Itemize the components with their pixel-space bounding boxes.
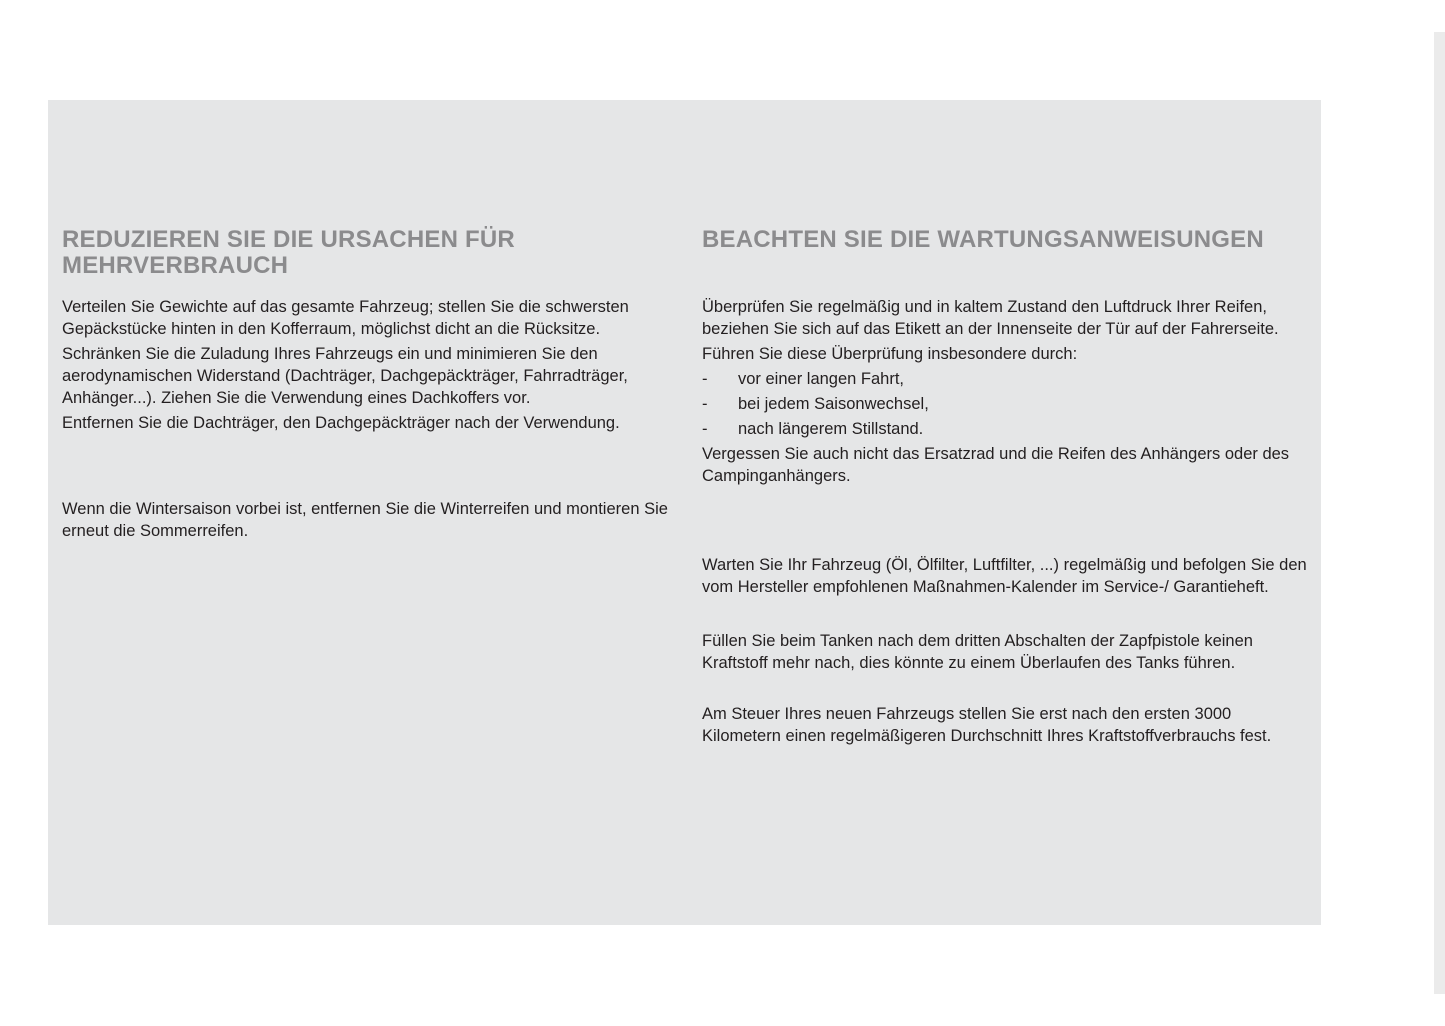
check-intro-paragraph: Führen Sie diese Überprüfung insbesondere durch: (702, 345, 1078, 363)
spare-wheel-paragraph: Vergessen Sie auch nicht das Ersatzrad und die Reifen des Anhängers oder des Campinganhängers. (702, 445, 1290, 485)
bullet-dash: - (702, 420, 708, 438)
bullet-text: bei jedem Saisonwechsel, (738, 395, 929, 413)
weight-distribution-paragraph: Verteilen Sie Gewichte auf das gesamte Fahrzeug; stellen Sie die schwersten Gepäckstücke hinten in den Kofferraum, möglichst dicht an die Rücksitze. (62, 298, 629, 338)
content-panel (48, 100, 1321, 925)
list-item (702, 393, 1314, 415)
right-column (702, 227, 1314, 747)
bullet-dash: - (702, 370, 708, 388)
list-item (702, 368, 1314, 390)
right-heading: BEACHTEN SIE DIE WARTUNGSANWEISUNGEN (702, 226, 1264, 253)
consumption-paragraph: Am Steuer Ihres neuen Fahrzeugs stellen Sie erst nach den ersten 3000 Kilometern einen regelmäßigeren Durchschnitt Ihres Kraftstoffverbrauchs fest. (702, 705, 1272, 745)
tyre-pressure-paragraph: Überprüfen Sie regelmäßig und in kaltem Zustand den Luftdruck Ihrer Reifen, beziehen Sie sich auf das Etikett an der Innenseite der Tür auf der Fahrerseite. (702, 298, 1279, 338)
list-item (702, 418, 1314, 440)
bullet-dash: - (702, 395, 708, 413)
bullet-text: vor einer langen Fahrt, (738, 370, 905, 388)
left-column (62, 227, 672, 542)
left-heading: REDUZIEREN SIE DIE URSACHEN FÜR MEHRVERBRAUCH (62, 226, 515, 279)
roof-rack-paragraph: Entfernen Sie die Dachträger, den Dachgepäckträger nach der Verwendung. (62, 414, 620, 432)
maintenance-paragraph: Warten Sie Ihr Fahrzeug (Öl, Ölfilter, Luftfilter, ...) regelmäßig und befolgen Sie den vom Hersteller empfohlenen Maßnahmen-Kalender im Service-/ Garantieheft. (702, 556, 1307, 596)
load-reduction-paragraph: Schränken Sie die Zuladung Ihres Fahrzeugs ein und minimieren Sie den aerodynamischen Widerstand (Dachträger, Dachgepäckträger, Fahrradträger, Anhänger...). Ziehen Sie die Verwendung eines Dachkoffers vor. (62, 345, 628, 407)
refuel-paragraph: Füllen Sie beim Tanken nach dem dritten Abschalten der Zapfpistole keinen Kraftstoff mehr nach, dies könnte zu einem Überlaufen des Tanks führen. (702, 632, 1253, 672)
bullet-text: nach längerem Stillstand. (738, 420, 924, 438)
winter-tyres-paragraph: Wenn die Wintersaison vorbei ist, entfernen Sie die Winterreifen und montieren Sie erneut die Sommerreifen. (62, 500, 668, 540)
scrollbar-track[interactable] (1434, 32, 1445, 994)
